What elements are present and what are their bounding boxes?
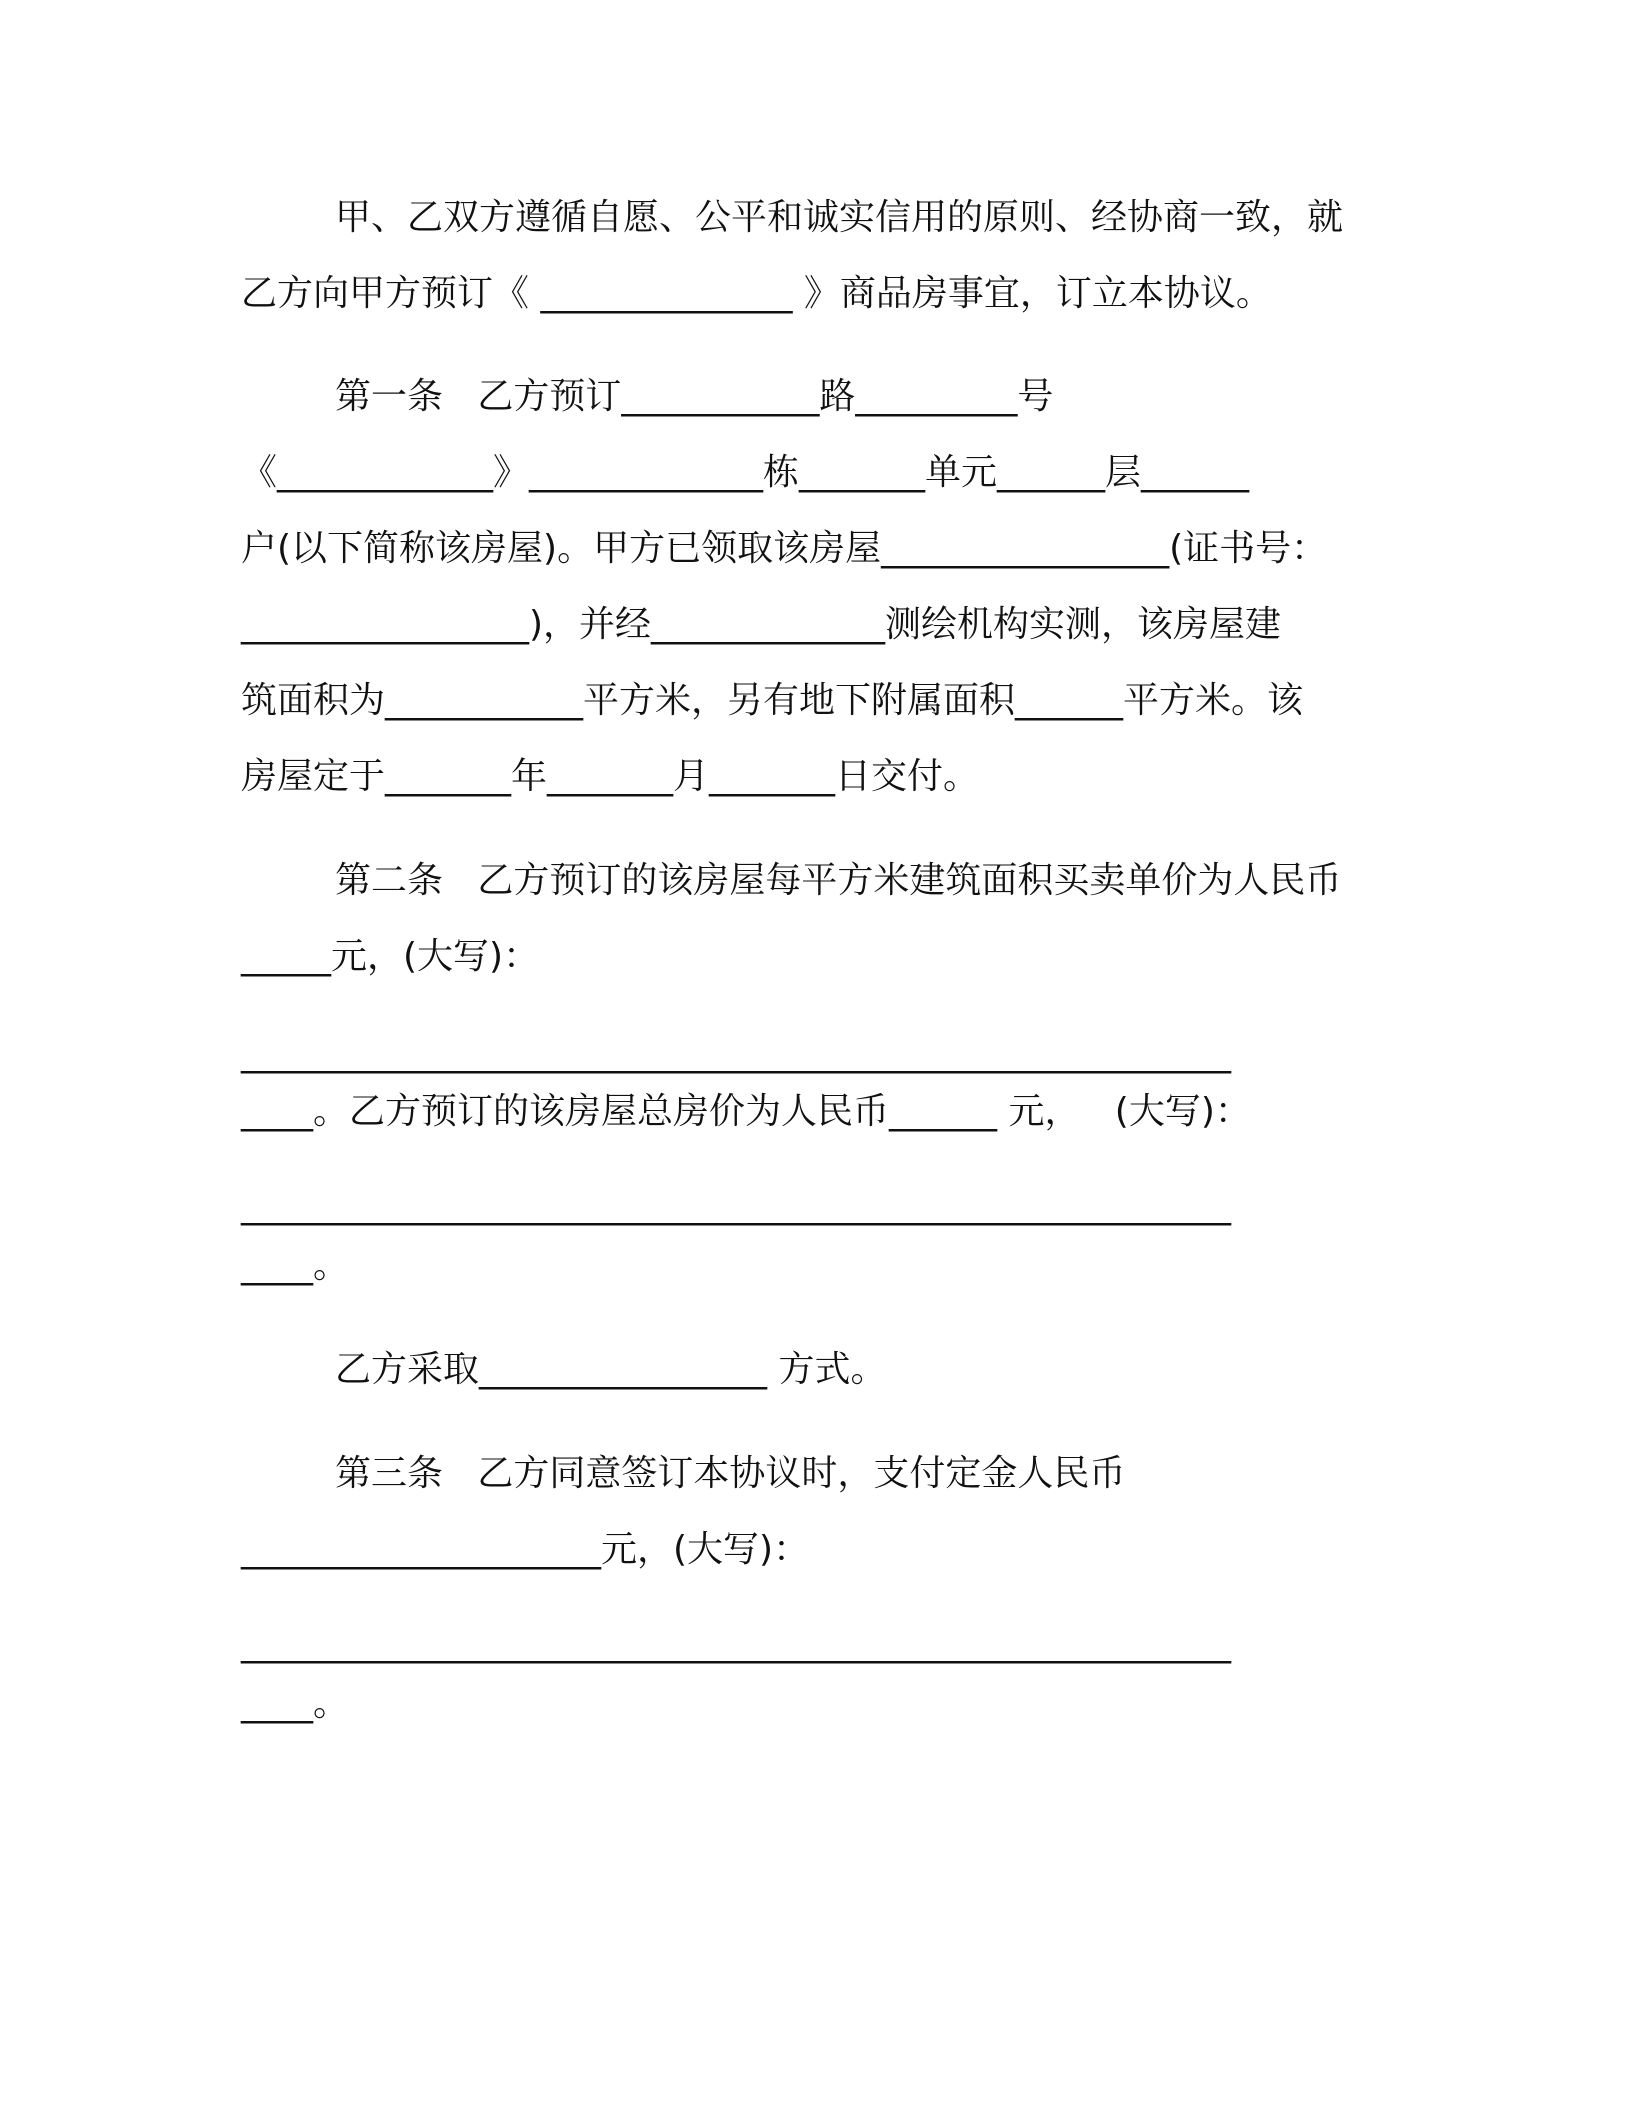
article-1-line-4: ________________)，并经_____________测绘机构实测，该房屋建 [241, 604, 1282, 645]
intro-line-2: 乙方向甲方预订《 ______________ 》商品房事宜，订立本协议。 [241, 273, 1272, 314]
article-2-line-1: 第二条 乙方预订的该房屋每平方米建筑面积买卖单价为人民币 [335, 860, 1342, 901]
article-1-line-1: 第一条 乙方预订___________路_________号 [335, 376, 1054, 417]
article-2-line-3: ____。乙方预订的该房屋总房价为人民币______ 元， (大写)： [241, 1091, 1251, 1132]
article-2-line-2: _____元，(大写)： [241, 936, 540, 977]
payment-method-line: 乙方采取________________ 方式。 [335, 1349, 887, 1390]
article-3-blank-line: _______________________________________________________ [241, 1623, 1231, 1664]
article-1-line-6: 房屋定于_______年_______月_______日交付。 [241, 756, 980, 797]
article-3-line-1: 第三条 乙方同意签订本协议时，支付定金人民币 [335, 1453, 1126, 1494]
article-3-line-2: ____________________元，(大写)： [241, 1529, 810, 1570]
article-2-blank-line-1: _______________________________________________________ [241, 1033, 1231, 1074]
article-2-line-4: ____。 [241, 1245, 350, 1286]
intro-line-1: 甲、乙双方遵循自愿、公平和诚实信用的原则、经协商一致，就 [335, 197, 1344, 238]
article-2-blank-line-2: _______________________________________________________ [241, 1185, 1231, 1226]
article-1-line-2: 《____________》_____________栋_______单元______层______ [241, 452, 1249, 493]
article-1-line-3: 户(以下简称该房屋)。甲方已领取该房屋________________(证书号： [241, 528, 1328, 569]
article-3-line-3: ____。 [241, 1683, 350, 1724]
article-1-line-5: 筑面积为___________平方米，另有地下附属面积______平方米。该 [241, 680, 1304, 721]
